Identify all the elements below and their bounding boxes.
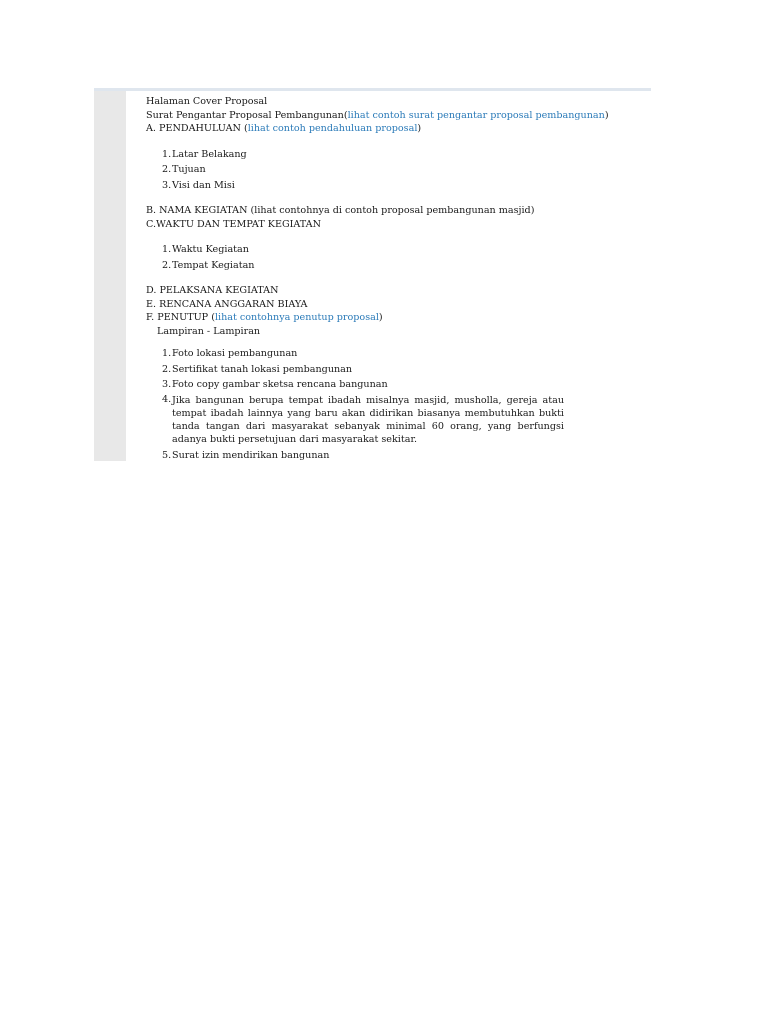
list-number: 1. xyxy=(162,148,172,160)
section-d-heading: D. PELAKSANA KEGIATAN xyxy=(146,285,279,296)
cover-line: Halaman Cover Proposal xyxy=(146,96,268,107)
list-item xyxy=(146,162,564,178)
list-text: Visi dan Misi xyxy=(172,179,235,191)
section-c-heading: C.WAKTU DAN TEMPAT KEGIATAN xyxy=(146,218,321,230)
document-page xyxy=(94,88,651,461)
list-a xyxy=(146,147,564,194)
list-number: 5. xyxy=(162,450,172,462)
list-item xyxy=(146,258,564,274)
list-item xyxy=(146,147,564,163)
list-text: Tempat Kegiatan xyxy=(172,259,255,271)
list-text: Foto copy gambar sketsa rencana bangunan xyxy=(172,379,388,390)
left-gutter xyxy=(94,91,126,461)
list-item xyxy=(146,362,564,378)
list-number: 2. xyxy=(162,164,172,175)
list-text: Surat izin mendirikan bangunan xyxy=(172,450,330,462)
pengantar-link[interactable]: lihat contoh surat pengantar proposal pembangunan xyxy=(347,109,605,121)
list-text: Foto lokasi pembangunan xyxy=(172,348,298,359)
section-b-heading: B. NAMA KEGIATAN (lihat contohnya di contoh proposal pembangunan masjid) xyxy=(146,205,535,216)
list-text: Waktu Kegiatan xyxy=(172,244,249,255)
list-text: Jika bangunan berupa tempat ibadah misalnya masjid, musholla, gereja atau tempat ibadah lainnya yang baru akan didirikan biasanya membutuhkan bukti tanda tangan dari masyarakat sebanyak minimal 60 orang, yang berfungsi adanya bukti persetujuan dari masyarakat sekitar. xyxy=(172,394,564,446)
list-number: 3. xyxy=(162,179,172,191)
list-number: 3. xyxy=(162,379,172,390)
section-f-link[interactable]: lihat contohnya penutup proposal xyxy=(214,312,379,323)
list-lampiran xyxy=(146,346,564,464)
list-item xyxy=(146,346,564,362)
section-a-heading xyxy=(146,122,564,136)
pengantar-line xyxy=(146,109,609,123)
list-number: 2. xyxy=(162,259,172,271)
document-content xyxy=(146,95,609,464)
list-item xyxy=(146,242,564,258)
list-item xyxy=(146,178,564,194)
list-text: Latar Belakang xyxy=(172,148,247,160)
list-number: 4. xyxy=(162,393,172,405)
section-e-heading: E. RENCANA ANGGARAN BIAYA xyxy=(146,298,308,310)
list-item xyxy=(146,448,564,464)
list-text: Sertifikat tanah lokasi pembangunan xyxy=(172,363,353,375)
list-item xyxy=(146,393,564,449)
list-c xyxy=(146,242,564,273)
list-item xyxy=(146,377,564,393)
section-a-link[interactable]: lihat contoh pendahuluan proposal xyxy=(247,123,418,134)
list-text: Tujuan xyxy=(172,164,206,175)
list-number: 1. xyxy=(162,244,172,255)
list-number: 2. xyxy=(162,363,172,375)
lampiran-heading: Lampiran - Lampiran xyxy=(157,325,261,337)
section-a-close: ) xyxy=(417,123,422,134)
section-f-close: ) xyxy=(378,312,383,323)
section-f-heading xyxy=(146,311,564,325)
pengantar-close: ) xyxy=(604,109,609,121)
section-a-text: A. PENDAHULUAN ( xyxy=(146,123,248,134)
pengantar-text: Surat Pengantar Proposal Pembangunan( xyxy=(146,109,348,121)
section-f-text: F. PENUTUP ( xyxy=(146,312,215,323)
list-number: 1. xyxy=(162,348,172,359)
